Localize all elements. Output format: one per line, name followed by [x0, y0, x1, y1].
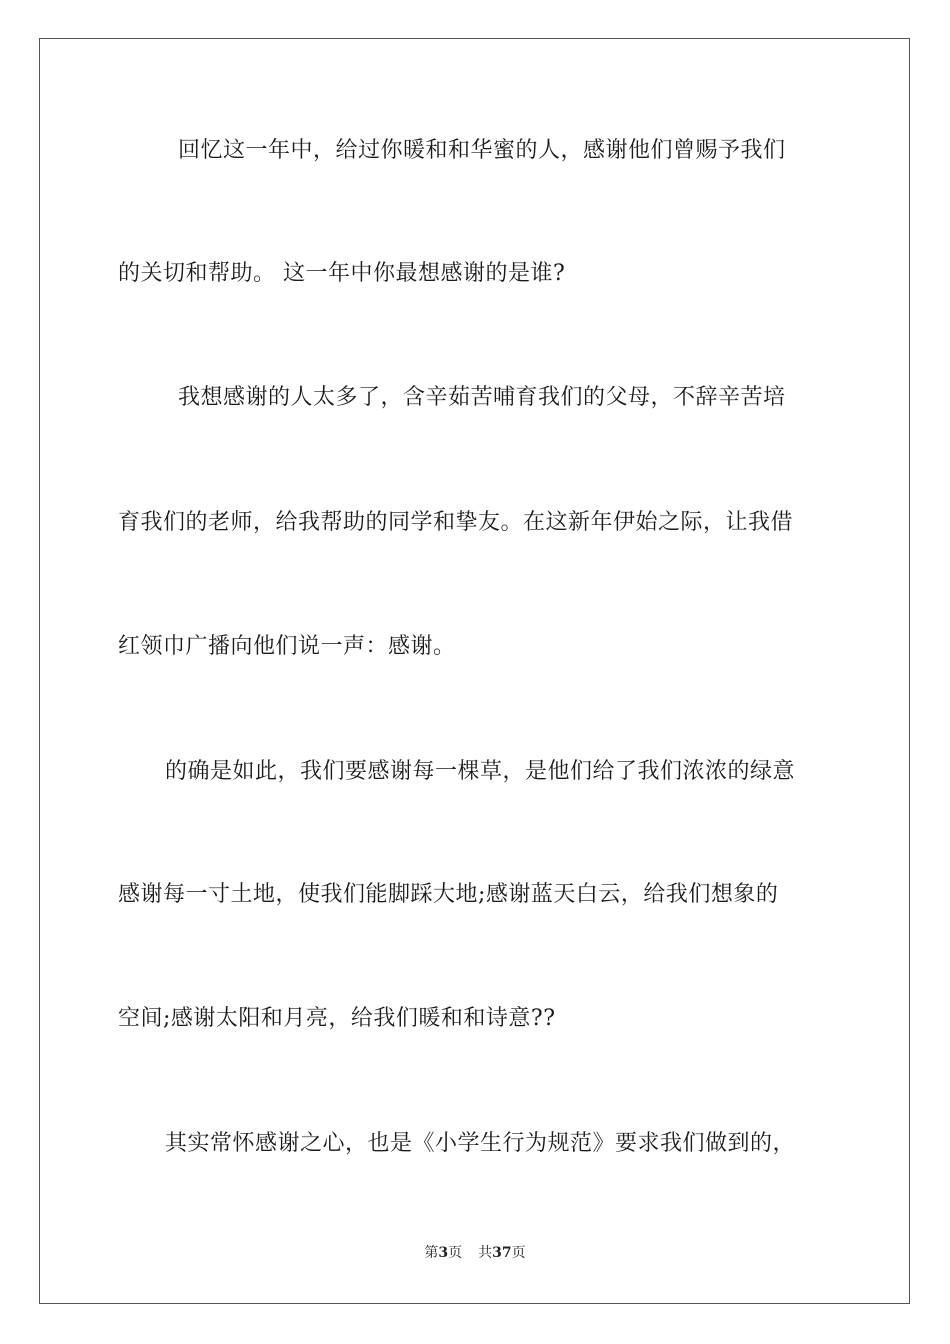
page-suffix: 页 [448, 1245, 463, 1261]
paragraph-line-7: 感谢每一寸土地，使我们能脚踩大地;感谢蓝天白云，给我们想象的 [118, 882, 779, 907]
paragraph-line-5: 红领巾广播向他们说一声：感谢。 [118, 634, 456, 659]
paragraph-line-6: 的确是如此，我们要感谢每一棵草，是他们给了我们浓浓的绿意 [165, 759, 796, 784]
total-prefix: 共 [478, 1245, 493, 1261]
paragraph-line-4: 育我们的老师，给我帮助的同学和挚友。在这新年伊始之际，让我借 [118, 510, 794, 535]
paragraph-line-3: 我想感谢的人太多了，含辛茹苦哺育我们的父母，不辞辛苦培 [178, 385, 786, 410]
paragraph-line-2: 的关切和帮助。 这一年中你最想感谢的是谁? [118, 261, 566, 286]
page-prefix: 第 [424, 1245, 439, 1261]
page-number: 3 [438, 1245, 449, 1261]
paragraph-line-8: 空间;感谢太阳和月亮，给我们暖和和诗意?? [118, 1006, 556, 1031]
page-border [39, 38, 910, 1304]
paragraph-line-9: 其实常怀感谢之心，也是《小学生行为规范》要求我们做到的， [165, 1131, 796, 1156]
paragraph-line-1: 回忆这一年中，给过你暖和和华蜜的人，感谢他们曾赐予我们 [178, 138, 786, 163]
total-pages: 37 [492, 1245, 512, 1261]
total-suffix: 页 [511, 1245, 526, 1261]
page-footer [0, 1243, 950, 1263]
